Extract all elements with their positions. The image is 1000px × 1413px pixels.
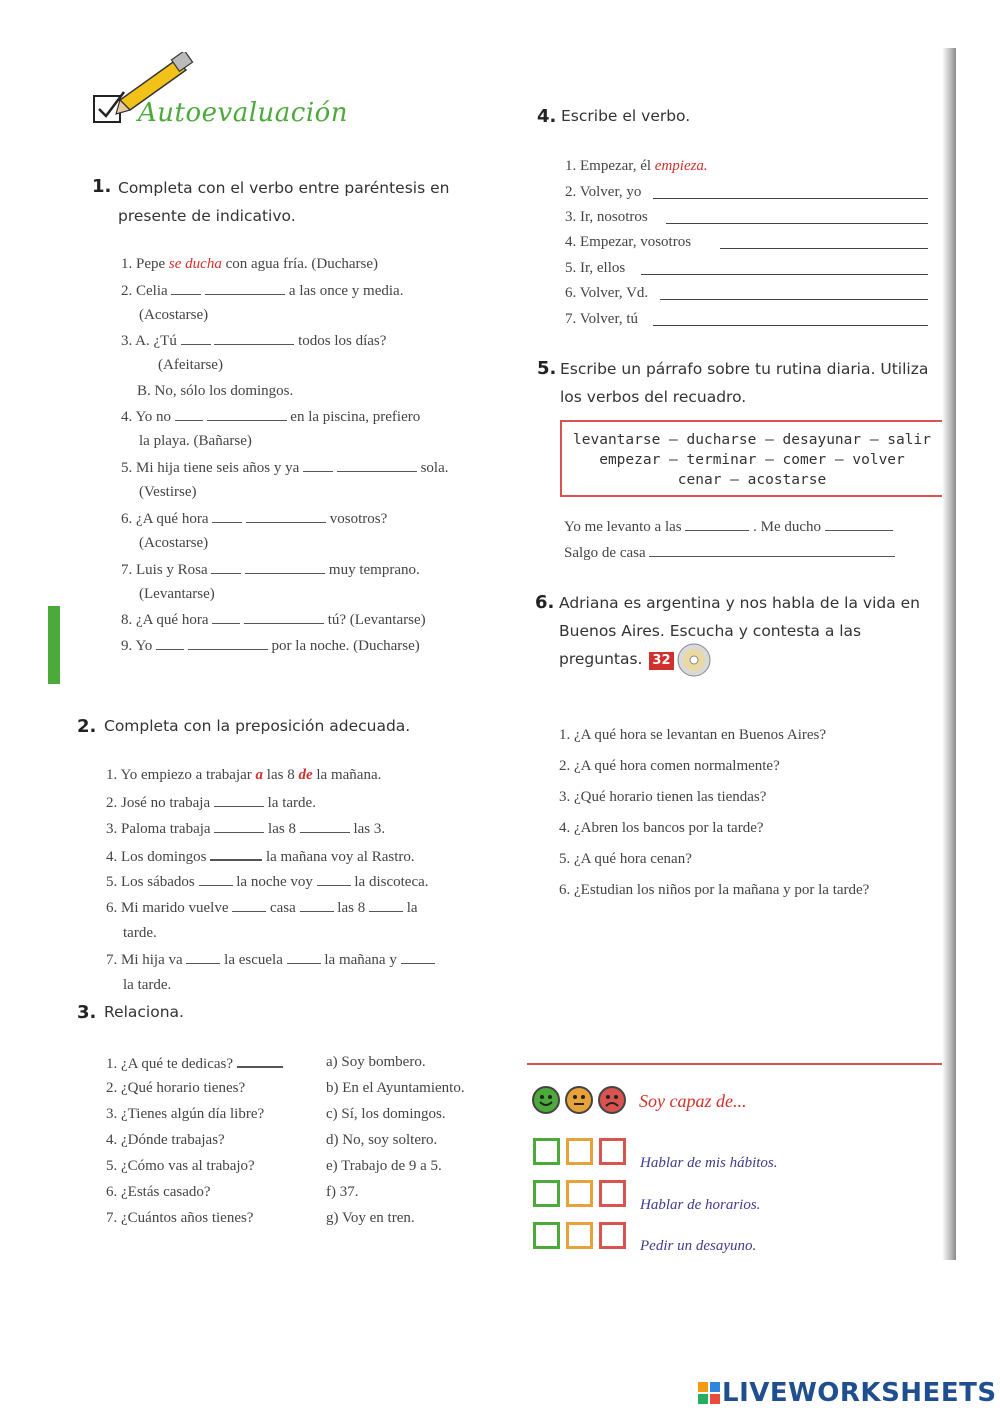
green-checkbox[interactable] (533, 1222, 560, 1249)
capaz-heading: Soy capaz de... (639, 1091, 747, 1111)
ex6-question: 1. ¿A qué hora se levantan en Buenos Aires? (559, 727, 827, 743)
ex4-item: 3. Ir, nosotros (565, 209, 648, 225)
ex6-question: 2. ¿A qué hora comen normalmente? (559, 758, 780, 774)
ex1-instruction: Completa con el verbo entre paréntesis en presente de indicativo. (118, 179, 450, 225)
verb-box (560, 420, 944, 497)
ex1-blank[interactable] (212, 611, 240, 624)
orange-checkbox[interactable] (566, 1222, 593, 1249)
ex2-item-1: 1. Yo empiezo a trabajar a las 8 de la mañana. (106, 767, 382, 783)
ex4-instruction: Escribe el verbo. (561, 107, 691, 125)
ex4-item: 5. Ir, ellos (565, 260, 626, 276)
ex3-answers (326, 1054, 465, 1236)
ex2-wrap: la tarde. (123, 977, 172, 993)
ex1-hint: (Vestirse) (139, 484, 197, 500)
green-checkbox[interactable] (533, 1138, 560, 1165)
track-badge: 32 (649, 652, 673, 670)
liveworksheets-logo-icon (698, 1382, 720, 1404)
ex3-answer: e) Trabajo de 9 a 5. (326, 1158, 442, 1174)
ex4-item: 7. Volver, tú (565, 311, 639, 327)
ex5-blank[interactable] (649, 544, 895, 557)
ex3-answer: g) Voy en tren. (326, 1210, 415, 1226)
ex4-answer-line[interactable] (720, 248, 928, 249)
ex2-blank[interactable] (317, 873, 351, 886)
ex1-blank[interactable] (337, 459, 417, 472)
ex1-answer-1: se ducha (168, 256, 222, 272)
red-checkbox[interactable] (599, 1222, 626, 1249)
ex2-blank[interactable] (210, 847, 262, 861)
ex1-item-4: 4. Yo no en la piscina, prefiero (121, 409, 421, 425)
ex5-blank[interactable] (685, 518, 749, 531)
ex1-blank[interactable] (156, 637, 184, 650)
ex4-item: 4. Empezar, vosotros (565, 234, 692, 250)
ex1-hint: (Afeitarse) (158, 357, 223, 373)
page-edge-shadow (942, 48, 956, 1260)
ex1-hint: (Levantarse) (139, 586, 215, 602)
ex6-question: 3. ¿Qué horario tienen las tiendas? (559, 789, 767, 805)
ex4-answer-line[interactable] (653, 325, 928, 326)
ex2-blank[interactable] (232, 899, 266, 912)
ex3-question: 2. ¿Qué horario tienes? (106, 1080, 246, 1096)
ex3-instruction: Relaciona. (104, 1003, 184, 1021)
ex2-blank[interactable] (369, 899, 403, 912)
ex1-item-7: 7. Luis y Rosa muy temprano. (121, 562, 420, 578)
verb-box-line: cenar – acostarse (677, 472, 827, 488)
ex5-blank[interactable] (825, 518, 893, 531)
divider (527, 1063, 947, 1065)
ex2-blank[interactable] (300, 820, 350, 833)
ex5-number: 5. (537, 358, 557, 379)
ex2-wrap: tarde. (123, 925, 157, 941)
ex4-answer-line[interactable] (666, 223, 928, 224)
ex2-instruction: Completa con la preposición adecuada. (104, 717, 411, 735)
ex1-extra: B. No, sólo los domingos. (137, 383, 294, 399)
ex2-blank[interactable] (287, 951, 321, 964)
ex1-number: 1. (92, 176, 112, 197)
ex6-question: 4. ¿Abren los bancos por la tarde? (559, 820, 764, 836)
orange-checkbox[interactable] (566, 1138, 593, 1165)
ex3-answer: b) En el Ayuntamiento. (326, 1080, 465, 1096)
ex1-item-9: 9. Yo por la noche. (Ducharse) (121, 638, 420, 654)
page-title: Autoevaluación (138, 98, 349, 128)
ex2-item-6: 6. Mi marido vuelve casa las 8 la (106, 900, 418, 916)
ex1-blank[interactable] (188, 637, 268, 650)
ex1-item-1: 1. Pepe se ducha con agua fría. (Ducharse) (121, 256, 378, 272)
ex4-item: 2. Volver, yo (565, 184, 642, 200)
ex6-question: 5. ¿A qué hora cenan? (559, 851, 692, 867)
cd-audio-icon[interactable] (677, 643, 711, 677)
ex3-number: 3. (77, 1002, 97, 1023)
ex5-line-2: Salgo de casa (564, 544, 895, 562)
ex1-blank[interactable] (207, 408, 287, 421)
ex1-blank[interactable] (171, 282, 201, 295)
ex1-item-2: 2. Celia a las once y media. (121, 283, 404, 299)
ex5-line-1: Yo me levanto a las . Me ducho (564, 518, 893, 536)
ex1-hint: la playa. (Bañarse) (139, 433, 252, 449)
ex1-hint: (Acostarse) (139, 307, 209, 323)
ex6-instruction: Adriana es argentina y nos habla de la vida en Buenos Aires. Escucha y contesta a las preguntas. 32 (559, 594, 921, 668)
green-checkbox[interactable] (533, 1180, 560, 1207)
ex1-hint: (Acostarse) (139, 535, 209, 551)
red-checkbox[interactable] (599, 1180, 626, 1207)
ex1-blank[interactable] (205, 282, 285, 295)
ex4-answer-line[interactable] (641, 274, 928, 275)
ex3-answer: c) Sí, los domingos. (326, 1106, 446, 1122)
ex3-question: 6. ¿Estás casado? (106, 1184, 211, 1200)
ex2-blank[interactable] (199, 873, 233, 886)
ex2-blank[interactable] (401, 951, 435, 964)
ex1-item-3: 3. A. ¿Tú todos los días? (121, 333, 387, 349)
ex3-question: 4. ¿Dónde trabajas? (106, 1132, 225, 1148)
capaz-item: Pedir un desayuno. (640, 1238, 757, 1254)
red-checkbox[interactable] (599, 1138, 626, 1165)
ex4-number: 4. (537, 106, 557, 127)
ex1-blank[interactable] (303, 459, 333, 472)
verb-box-line: empezar – terminar – comer – volver (599, 452, 905, 468)
ex3-question: 3. ¿Tienes algún día libre? (106, 1106, 265, 1122)
ex2-item-5: 5. Los sábados la noche voy la discoteca. (106, 874, 429, 890)
verb-box-line: levantarse – ducharse – desayunar – salir (573, 432, 931, 448)
capaz-item: Hablar de mis hábitos. (640, 1155, 778, 1171)
ex3-answer: a) Soy bombero. (326, 1054, 426, 1070)
ex4-example: 1. Empezar, él empieza. (565, 158, 708, 174)
ex1-item-8: 8. ¿A qué hora tú? (Levantarse) (121, 612, 426, 628)
ex3-blank[interactable] (237, 1054, 283, 1068)
ex3-answer: d) No, soy soltero. (326, 1132, 438, 1148)
ex3-questions (106, 1054, 283, 1236)
ex2-blank[interactable] (186, 951, 220, 964)
ex5-instruction: Escribe un párrafo sobre tu rutina diaria. Utiliza los verbos del recuadro. (560, 360, 929, 406)
ex1-blank[interactable] (246, 510, 326, 523)
green-margin-bar (48, 606, 60, 684)
ex2-item-3: 3. Paloma trabaja las 8 las 3. (106, 821, 386, 837)
ex3-question: 5. ¿Cómo vas al trabajo? (106, 1158, 255, 1174)
ex2-item-4: 4. Los domingos la mañana voy al Rastro. (106, 849, 415, 865)
ex2-item-7: 7. Mi hija va la escuela la mañana y (106, 951, 435, 969)
ex3-question: 7. ¿Cuántos años tienes? (106, 1210, 254, 1226)
brand-name: LIVEWORKSHEETS (722, 1378, 997, 1408)
ex6-questions (559, 727, 869, 913)
happy-face-icon (532, 1086, 560, 1114)
ex6-number: 6. (535, 592, 555, 613)
ex1-blank[interactable] (245, 561, 325, 574)
ex2-item-2: 2. José no trabaja la tarde. (106, 795, 316, 811)
orange-checkbox[interactable] (566, 1180, 593, 1207)
ex1-blank[interactable] (212, 510, 242, 523)
ex1-blank[interactable] (181, 332, 211, 345)
ex4-answer-line[interactable] (653, 198, 928, 199)
ex4-item: 6. Volver, Vd. (565, 285, 649, 301)
ex3-question: 1. ¿A qué te dedicas? (106, 1054, 283, 1080)
scan-separator (500, 688, 940, 698)
neutral-face-icon (565, 1086, 593, 1114)
ex2-blank[interactable] (300, 899, 334, 912)
ex4-answer-line[interactable] (660, 299, 928, 300)
ex1-blank[interactable] (244, 611, 324, 624)
ex1-blank[interactable] (214, 332, 294, 345)
ex1-blank[interactable] (211, 561, 241, 574)
ex2-number: 2. (77, 716, 97, 737)
ex1-item-5: 5. Mi hija tiene seis años y ya sola. (121, 460, 449, 476)
ex1-blank[interactable] (175, 408, 203, 421)
ex6-question: 6. ¿Estudian los niños por la mañana y por la tarde? (559, 882, 870, 898)
ex2-blank[interactable] (214, 794, 264, 807)
capaz-item: Hablar de horarios. (640, 1197, 761, 1213)
ex1-item-6: 6. ¿A qué hora vosotros? (121, 511, 388, 527)
ex3-answer: f) 37. (326, 1184, 359, 1200)
sad-face-icon (598, 1086, 626, 1114)
ex2-blank[interactable] (214, 820, 264, 833)
